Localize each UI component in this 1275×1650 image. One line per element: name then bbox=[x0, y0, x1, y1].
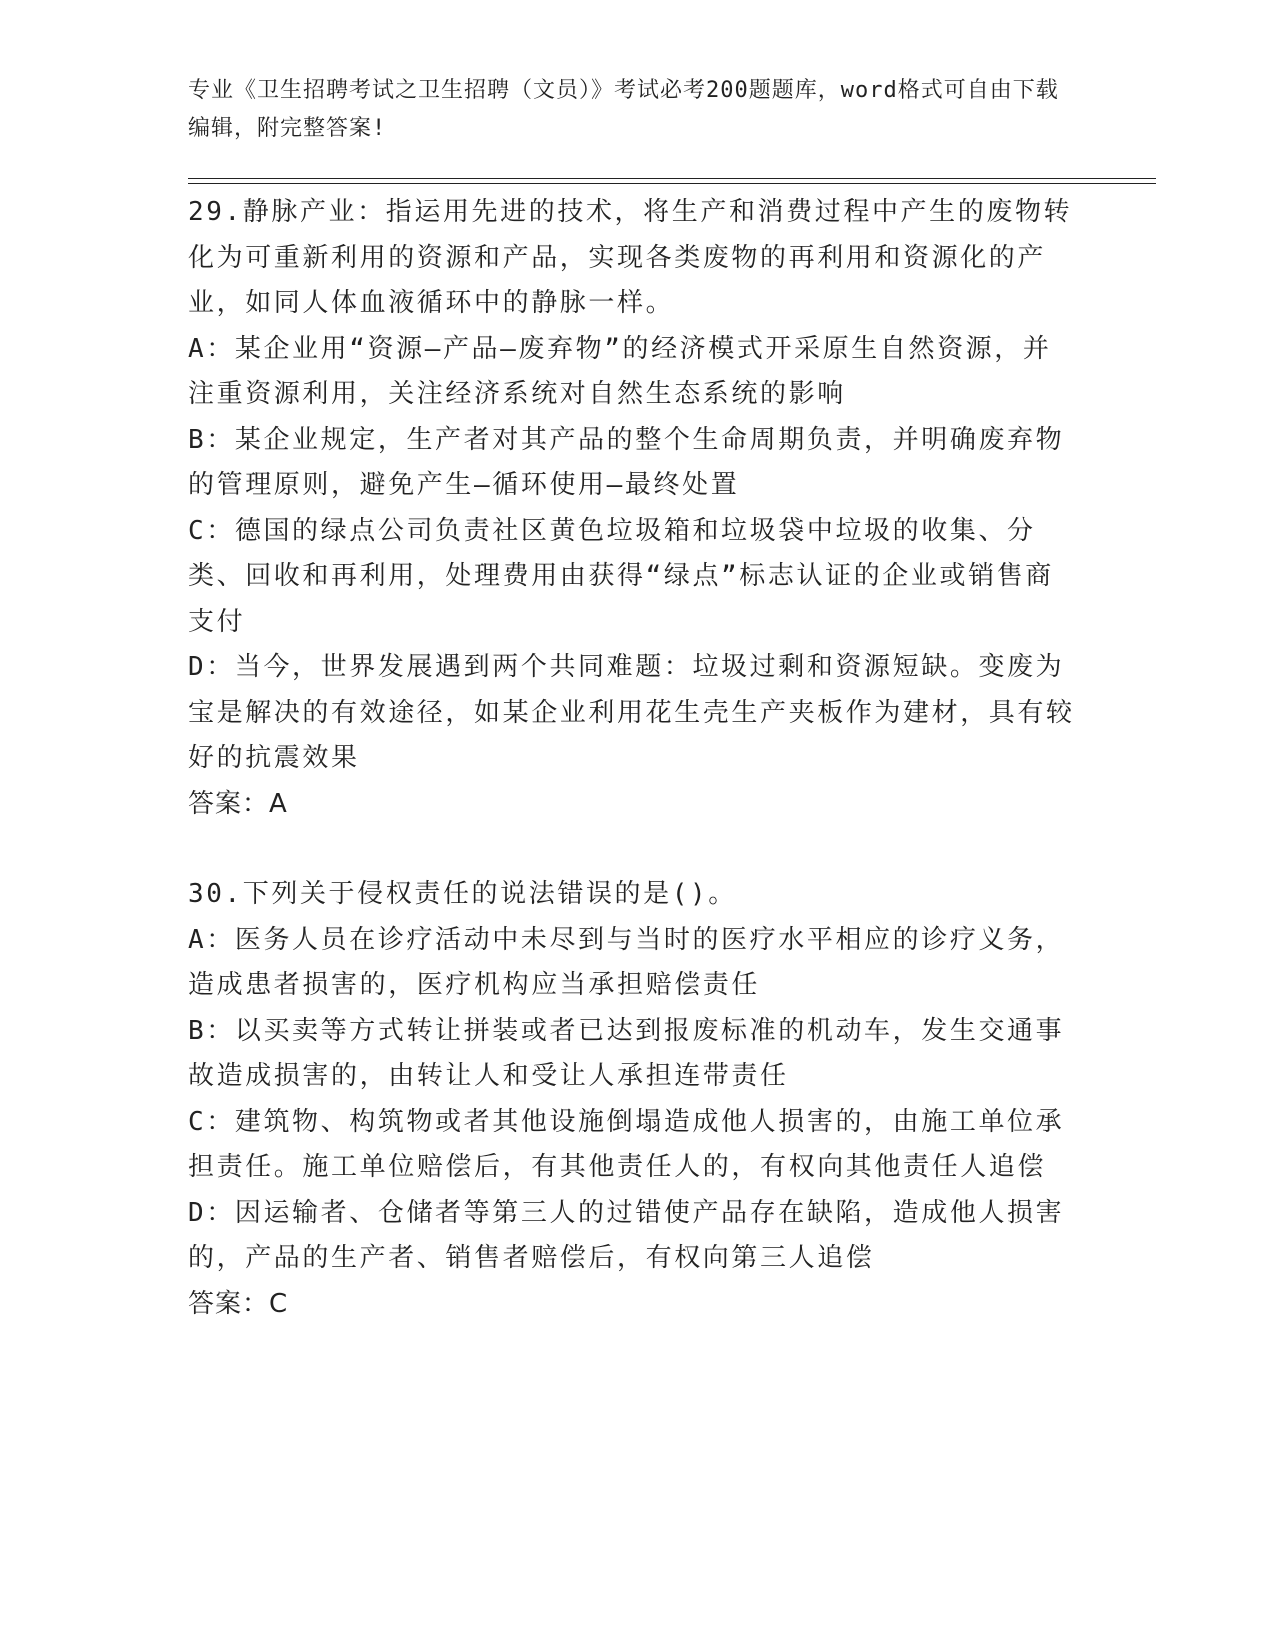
question-stem: 29.静脉产业：指运用先进的技术，将生产和消费过程中产生的废物转化为可重新利用的资源和产品，实现各类废物的再利用和资源化的产业，如同人体血液循环中的静脉一样。 bbox=[188, 197, 1073, 318]
option-a: A：某企业用“资源—产品—废弃物”的经济模式开采原生自然资源，并注重资源利用，关注经济系统对自然生态系统的影响 bbox=[188, 333, 1052, 409]
header-rule-top bbox=[188, 178, 1156, 179]
option-d: D：当今，世界发展遇到两个共同难题：垃圾过剩和资源短缺。变废为宝是解决的有效途径，如某企业利用花生壳生产夹板作为建材，具有较好的抗震效果 bbox=[188, 652, 1075, 773]
page-header: 专业《卫生招聘考试之卫生招聘（文员）》考试必考200题题库，word格式可自由下载编辑，附完整答案! bbox=[188, 78, 1059, 141]
header-rule-bottom bbox=[188, 183, 1156, 184]
question-30 bbox=[188, 872, 1078, 1327]
option-a: A：医务人员在诊疗活动中未尽到与当时的医疗水平相应的诊疗义务，造成患者损害的，医疗机构应当承担赔偿责任 bbox=[188, 924, 1065, 1000]
question-29 bbox=[188, 190, 1078, 827]
question-stem: 30.下列关于侵权责任的说法错误的是()。 bbox=[188, 879, 737, 909]
answer: 答案：A bbox=[188, 788, 288, 819]
option-b: B：某企业规定，生产者对其产品的整个生命周期负责，并明确废弃物的管理原则，避免产生—循环使用—最终处置 bbox=[188, 424, 1065, 500]
option-d: D：因运输者、仓储者等第三人的过错使产品存在缺陷，造成他人损害的，产品的生产者、销售者赔偿后，有权向第三人追偿 bbox=[188, 1197, 1065, 1273]
answer: 答案：C bbox=[188, 1288, 289, 1319]
question-spacer bbox=[188, 827, 1078, 872]
question-list bbox=[188, 190, 1078, 1327]
option-c: C：德国的绿点公司负责社区黄色垃圾箱和垃圾袋中垃圾的收集、分类、回收和再利用，处理费用由获得“绿点”标志认证的企业或销售商支付 bbox=[188, 515, 1054, 637]
option-c: C：建筑物、构筑物或者其他设施倒塌造成他人损害的，由施工单位承担责任。施工单位赔偿后，有其他责任人的，有权向其他责任人追偿 bbox=[188, 1106, 1065, 1182]
option-b: B：以买卖等方式转让拼装或者已达到报废标准的机动车，发生交通事故造成损害的，由转让人和受让人承担连带责任 bbox=[188, 1015, 1065, 1091]
